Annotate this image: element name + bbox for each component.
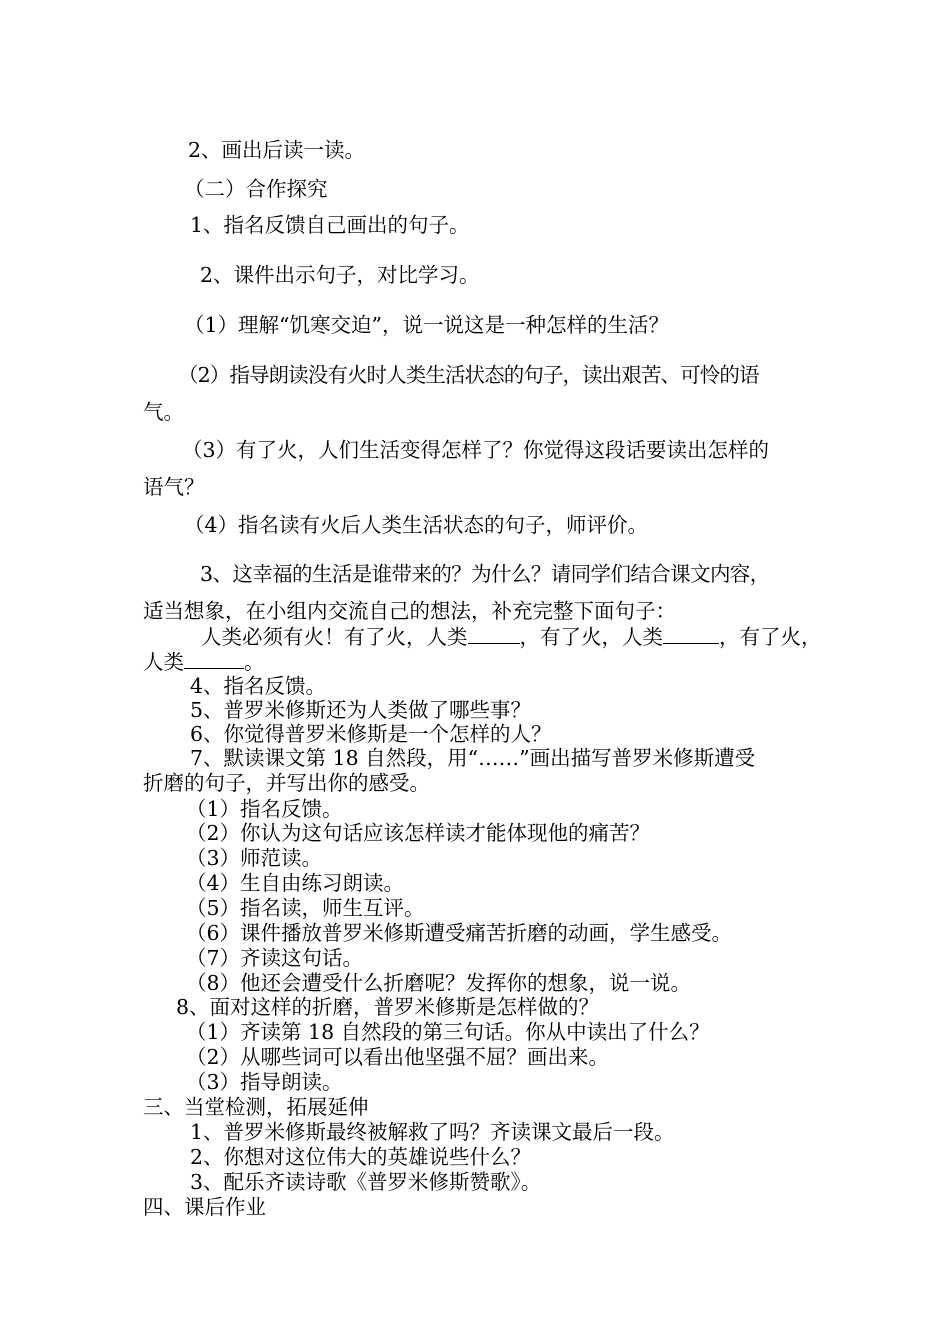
- sub-2-how-to-read: （2）你认为这句话应该怎样读才能体现他的痛苦？: [186, 821, 651, 845]
- step-1-feedback: 1、指名反馈自己画出的句子。: [190, 213, 470, 237]
- item-2-continued: 气。: [143, 400, 184, 424]
- sub-1-feedback: （1）指名反馈。: [186, 797, 343, 821]
- sub-2-which-words: （2）从哪些词可以看出他坚强不屈？画出来。: [186, 1045, 610, 1069]
- fill-in-sentence-continued: [143, 650, 265, 674]
- fill-text-3: ，有了火，: [719, 625, 822, 649]
- step-7-silent-reading: 7、默读课文第 18 自然段，用“……”画出描写普罗米修斯遭受: [190, 746, 756, 770]
- fill-text-2: ，有了火，人类: [519, 625, 663, 649]
- step-2-courseware: 2、课件出示句子，对比学习。: [200, 263, 480, 287]
- fill-blank-3: [184, 650, 244, 669]
- sub-3-guide-reading: （3）指导朗读。: [186, 1070, 343, 1094]
- item-1-understand: （1）理解“饥寒交迫”，说一说这是一种怎样的生活？: [184, 313, 670, 337]
- sub-3-teacher-reads: （3）师范读。: [186, 846, 323, 870]
- step-3-happy-life: 3、这幸福的生活是谁带来的？为什么？请同学们结合课文内容，: [200, 562, 770, 586]
- sub-8-imagine: （8）他还会遭受什么折磨呢？发挥你的想象，说一说。: [186, 971, 692, 995]
- sub-7-read-together: （7）齐读这句话。: [186, 946, 364, 970]
- step-4-feedback: 4、指名反馈。: [190, 674, 327, 698]
- check-2-say-to-hero: 2、你想对这位伟大的英雄说些什么？: [190, 1145, 532, 1169]
- fill-text-4: 人类: [143, 650, 184, 674]
- item-4-read: （4）指名读有火后人类生活状态的句子，师评价。: [184, 513, 649, 537]
- fill-text-1: 人类必须有火！有了火，人类: [201, 625, 468, 649]
- step-6-what-kind-person: 6、你觉得普罗米修斯是一个怎样的人？: [190, 722, 552, 746]
- check-3-poem: 3、配乐齐读诗歌《普罗米修斯赞歌》。: [190, 1170, 542, 1194]
- sub-4-practice: （4）生自由练习朗读。: [186, 871, 405, 895]
- fill-blank-2: [663, 625, 719, 644]
- section-4-heading: 四、课后作业: [143, 1195, 266, 1219]
- sub-1-read-third-sentence: （1）齐读第 18 自然段的第三句话。你从中读出了什么？: [186, 1020, 710, 1044]
- fill-blank-1: [468, 625, 520, 644]
- item-2-guide-reading: （2）指导朗读没有火时人类生活状态的句子，读出艰苦、可怜的语: [178, 363, 759, 387]
- fill-in-sentence: [201, 625, 822, 649]
- section-cooperative-inquiry: （二）合作探究: [184, 177, 328, 201]
- item-3-continued: 语气？: [143, 475, 205, 499]
- check-1-rescued: 1、普罗米修斯最终被解救了吗？齐读课文最后一段。: [190, 1120, 675, 1144]
- sub-6-animation: （6）课件播放普罗米修斯遭受痛苦折磨的动画，学生感受。: [186, 921, 733, 945]
- item-3-with-fire: （3）有了火，人们生活变得怎样了？你觉得这段话要读出怎样的: [182, 438, 770, 462]
- step-8-facing-torture: 8、面对这样的折磨，普罗米修斯是怎样做的？: [176, 995, 600, 1019]
- fill-text-5: 。: [244, 650, 265, 674]
- step-5-other-deeds: 5、普罗米修斯还为人类做了哪些事？: [190, 698, 532, 722]
- section-3-heading: 三、当堂检测，拓展延伸: [143, 1095, 369, 1119]
- step-3-continued: 适当想象，在小组内交流自己的想法，补充完整下面句子：: [143, 599, 676, 623]
- sub-5-evaluate: （5）指名读，师生互评。: [186, 896, 425, 920]
- step-7-continued: 折磨的句子，并写出你的感受。: [143, 771, 430, 795]
- step-2-draw-and-read: 2、画出后读一读。: [188, 138, 366, 162]
